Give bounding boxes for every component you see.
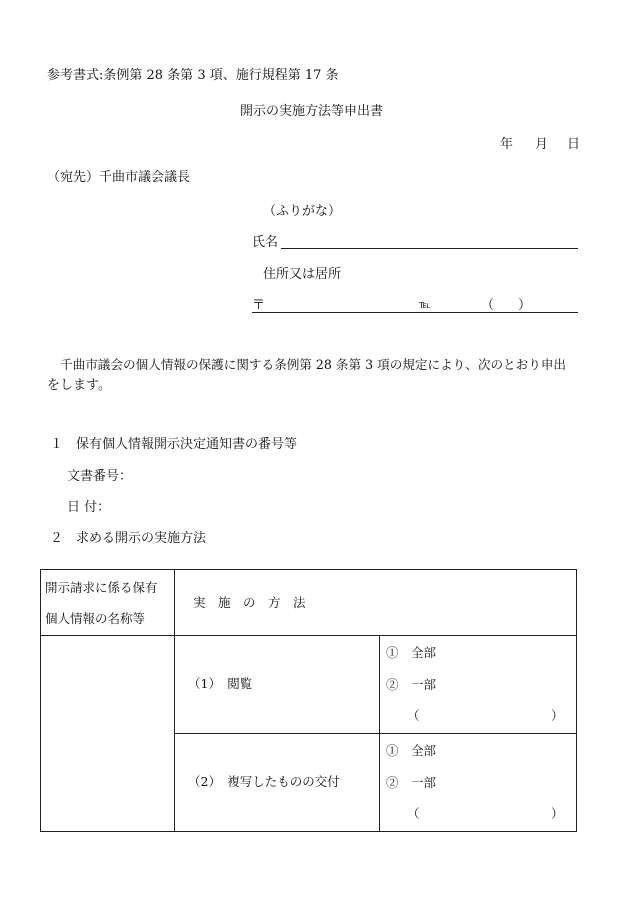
header-right-label: 実 施 の 方 法 <box>193 595 306 610</box>
name-label: 氏名 <box>252 235 279 250</box>
date-day-label: 日 <box>567 137 581 152</box>
option-all-2[interactable]: ① 全部 <box>386 743 437 758</box>
name-field[interactable] <box>281 248 578 249</box>
address-label: 住所又は居所 <box>263 267 342 282</box>
section1-heading: １ 保有個人情報開示決定通知書の番号等 <box>50 437 298 452</box>
paren-open-2: （ <box>407 806 420 821</box>
method-label-1: （1） 閲覧 <box>188 676 253 691</box>
method-label-2: （2） 複写したものの交付 <box>188 774 340 789</box>
section2-heading: ２ 求める開示の実施方法 <box>50 531 207 546</box>
reference-text: 参考書式:条例第 28 条第 3 項、施行規程第 17 条 <box>47 68 339 83</box>
paren-close-2: ） <box>551 806 564 821</box>
header-left-line1: 開示請求に係る保有 <box>45 580 158 595</box>
date-label: 日 付： <box>67 500 111 515</box>
option-partial-1[interactable]: ② 一部 <box>386 677 437 692</box>
addressee: （宛先）千曲市議会議長 <box>47 170 191 185</box>
date-month-label: 月 <box>535 137 549 152</box>
option-partial-2[interactable]: ② 一部 <box>386 775 437 790</box>
doc-number-label: 文書番号： <box>67 469 133 484</box>
option-cell-2[interactable] <box>380 734 577 832</box>
date-year-label: 年 <box>500 137 514 152</box>
method-cell-1 <box>175 636 380 734</box>
header-left-line2: 個人情報の名称等 <box>45 611 146 626</box>
method-cell-2 <box>175 734 380 832</box>
body-paragraph-line2: をします。 <box>47 378 111 393</box>
paren-close-1: ） <box>551 708 564 723</box>
info-name-cell[interactable] <box>41 636 175 832</box>
table-header-left <box>41 570 175 636</box>
option-cell-1[interactable] <box>380 636 577 734</box>
postal-mark: 〒 <box>252 298 266 313</box>
page-title: 開示の実施方法等申出書 <box>240 104 384 119</box>
body-paragraph-line1: 千曲市議会の個人情報の保護に関する条例第 28 条第 3 項の規定により、次のとおり申出 <box>60 357 567 372</box>
tel-paren-open: （ <box>481 298 495 313</box>
option-all-1[interactable]: ① 全部 <box>386 645 437 660</box>
furigana-label: （ふりがな） <box>263 204 342 219</box>
paren-open-1: （ <box>407 708 420 723</box>
address-field[interactable] <box>252 312 578 313</box>
tel-paren-close: ） <box>518 298 532 313</box>
tel-mark: ℡ <box>419 298 431 311</box>
method-table <box>40 569 577 832</box>
table-header-right <box>175 570 577 636</box>
